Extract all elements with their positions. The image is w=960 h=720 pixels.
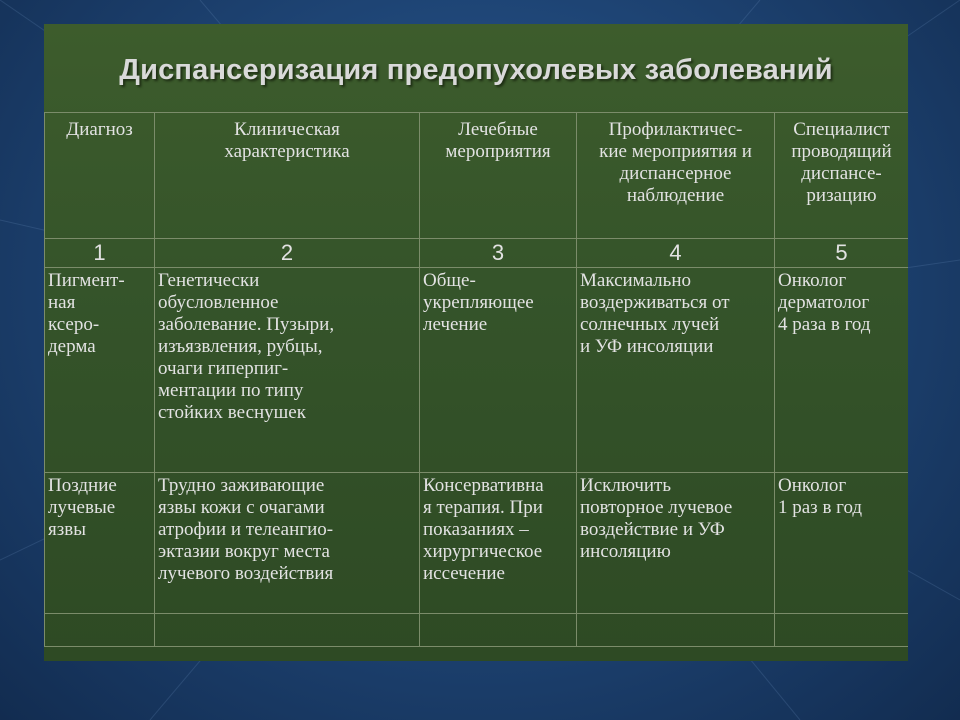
header-cell: Диагноз: [45, 113, 155, 239]
data-table: [44, 112, 908, 647]
table-cell: [45, 614, 155, 647]
slide-panel: [44, 24, 908, 661]
column-number: 1: [45, 239, 155, 268]
table-cell: Обще- укрепляющее лечение: [420, 268, 577, 473]
table-cell: Трудно заживающие язвы кожи с очагами атрофии и телеангио- эктазии вокруг места лучевого воздействия: [155, 473, 420, 614]
page-title: Диспансеризация предопухолевых заболеваний: [119, 53, 833, 86]
table-cell: Исключить повторное лучевое воздействие и УФ инсоляцию: [577, 473, 775, 614]
column-number: 2: [155, 239, 420, 268]
table-cell: Генетически обусловленное заболевание. Пузыри, изъязвления, рубцы, очаги гиперпиг- ментации по типу стойких веснушек: [155, 268, 420, 473]
table-cell: [420, 614, 577, 647]
table-cell: [775, 614, 909, 647]
table-cell: Консервативна я терапия. При показаниях – хирургическое иссечение: [420, 473, 577, 614]
table-cell: Онколог дерматолог 4 раза в год: [775, 268, 909, 473]
column-number: 4: [577, 239, 775, 268]
header-cell: Лечебные мероприятия: [420, 113, 577, 239]
header-cell: Клиническая характеристика: [155, 113, 420, 239]
table-row: [45, 268, 909, 473]
table-cell: [577, 614, 775, 647]
column-number-row: [45, 239, 909, 268]
table-cell: [155, 614, 420, 647]
table-empty-row: [45, 614, 909, 647]
table-row: [45, 473, 909, 614]
table-cell: Онколог 1 раз в год: [775, 473, 909, 614]
header-cell: Специалист проводящий диспансе- ризацию: [775, 113, 909, 239]
header-cell: Профилактичес- кие мероприятия и диспансерное наблюдение: [577, 113, 775, 239]
table-cell: Пигмент- ная ксеро- дерма: [45, 268, 155, 473]
table-header-row: [45, 113, 909, 239]
column-number: 5: [775, 239, 909, 268]
table-cell: Максимально воздерживаться от солнечных лучей и УФ инсоляции: [577, 268, 775, 473]
table-cell: Поздние лучевые язвы: [45, 473, 155, 614]
column-number: 3: [420, 239, 577, 268]
